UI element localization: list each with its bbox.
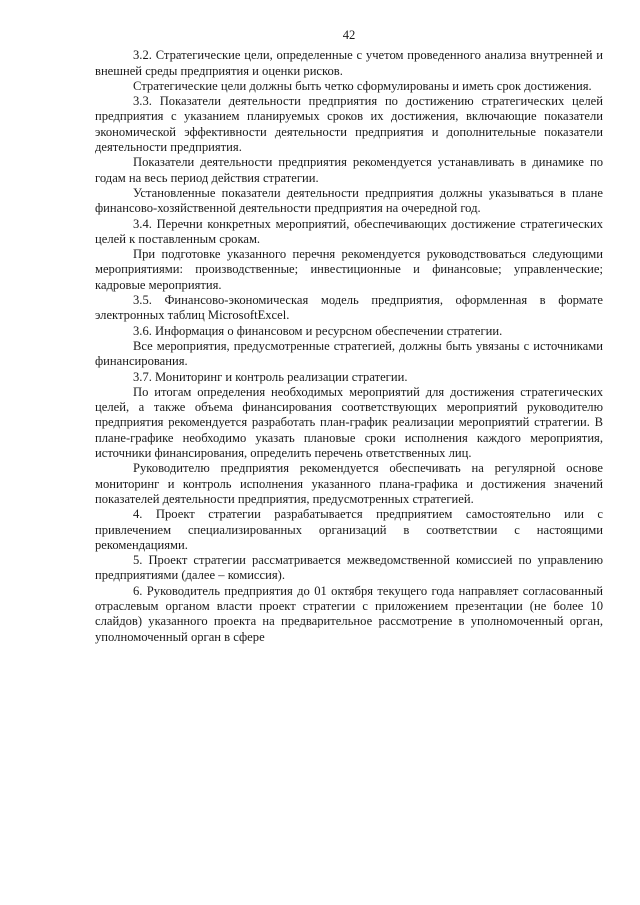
paragraph-3-6: 3.6. Информация о финансовом и ресурсном обеспечении стратегии. bbox=[133, 323, 503, 338]
paragraph-3-4: 3.4. Перечни конкретных мероприятий, обеспечивающих достижение стратегических целей к поставленным срокам. bbox=[95, 216, 603, 246]
paragraph-financing-sources: Все мероприятия, предусмотренные стратегией, должны быть увязаны с источниками финансирования. bbox=[95, 338, 603, 369]
paragraph-3-5: 3.5. Финансово-экономическая модель предприятия, оформленная в формате электронных таблиц MicrosoftExcel. bbox=[95, 293, 603, 323]
page-number: 42 bbox=[342, 28, 356, 42]
paragraph-indicators-dynamics: Показатели деятельности предприятия рекомендуется устанавливать в динамике по годам на весь период действия стратегии. bbox=[95, 155, 603, 185]
paragraph-3-3: 3.3. Показатели деятельности предприятия по достижению стратегических целей предприятия с указанием планируемых сроков их достижения, включающие показатели экономической эффективности деятельности предприятия и дополнительные показатели деятельности предприятия. bbox=[95, 94, 603, 155]
paragraph-3-2: 3.2. Стратегические цели, определенные с учетом проведенного анализа внутренней и внешней среды предприятия и оценки рисков. bbox=[95, 48, 603, 78]
paragraph-monitoring: Руководителю предприятия рекомендуется обеспечивать на регулярной основе мониторинг и контроль исполнения указанного плана-графика и достижения значений показателей деятельности предприятия, предусмотренных стратегией. bbox=[95, 461, 603, 506]
paragraph-activities-list: При подготовке указанного перечня рекомендуется руководствоваться следующими мероприятиями: производственные; инвестиционные и финансовые; управленческие; кадровые мероприятия. bbox=[95, 247, 603, 292]
paragraph-indicators-plan: Установленные показатели деятельности предприятия должны указываться в плане финансово-хозяйственной деятельности предприятия на очередной год. bbox=[95, 185, 603, 216]
paragraph-4: 4. Проект стратегии разрабатывается предприятием самостоятельно или с привлечением специализированных организаций в соответствии с настоящими рекомендациями. bbox=[95, 507, 603, 552]
paragraph-5: 5. Проект стратегии рассматривается межведомственной комиссией по управлению предприятиями (далее – комиссия). bbox=[95, 553, 603, 583]
paragraph-plan-schedule: По итогам определения необходимых мероприятий для достижения стратегических целей, а также объема финансирования соответствующих мероприятий руководителю предприятия рекомендуется разработать план-график реализации мероприятий стратегии. В плане-графике необходимо указать плановые сроки исполнения каждого мероприятия, источники финансирования, определить перечень ответственных лиц. bbox=[95, 384, 603, 461]
paragraph-3-7: 3.7. Мониторинг и контроль реализации стратегии. bbox=[133, 369, 408, 384]
paragraph-6: 6. Руководитель предприятия до 01 октября текущего года направляет согласованный отраслевым органом власти проект стратегии с приложением презентации (не более 10 слайдов) указанного проекта на предварительное рассмотрение в уполномоченный орган, уполномоченный орган в сфере bbox=[95, 583, 603, 644]
paragraph-goals-deadline: Стратегические цели должны быть четко сформулированы и иметь срок достижения. bbox=[133, 78, 592, 93]
